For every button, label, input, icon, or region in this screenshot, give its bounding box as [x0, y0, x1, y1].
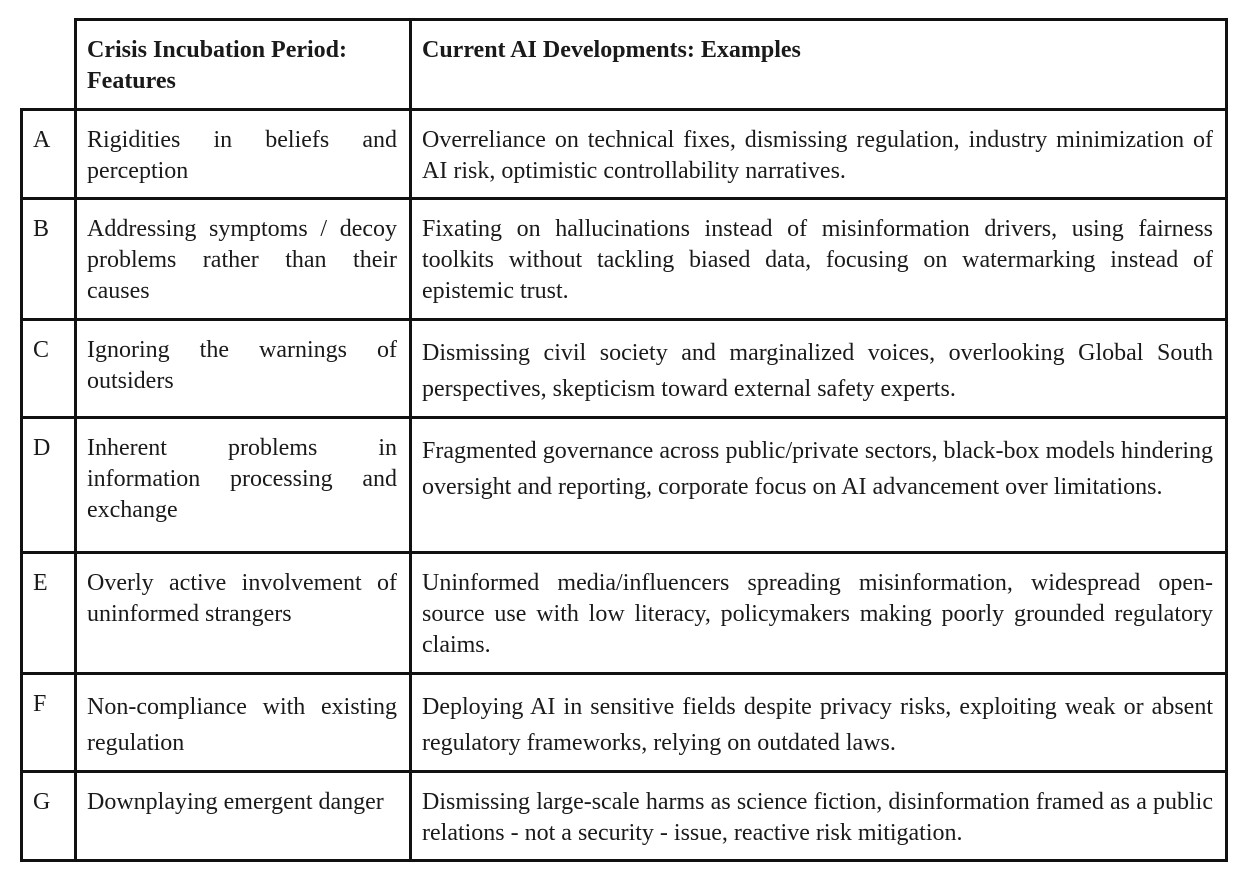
row-examples: Fragmented governance across public/private sectors, black-box models hindering oversight and reporting, corporate focus on AI advancement over limitations. [411, 418, 1227, 553]
table-row [22, 320, 1227, 418]
row-feature: Downplaying emergent danger [76, 772, 411, 861]
row-feature: Rigidities in beliefs and perception [76, 110, 411, 199]
table-row [22, 418, 1227, 553]
row-id: G [22, 772, 76, 861]
row-feature: Overly active involvement of uninformed strangers [76, 553, 411, 674]
row-examples: Deploying AI in sensitive fields despite privacy risks, exploiting weak or absent regulatory frameworks, relying on outdated laws. [411, 674, 1227, 772]
table-row [22, 553, 1227, 674]
table-row [22, 110, 1227, 199]
row-feature: Non-compliance with existing regulation [76, 674, 411, 772]
header-features: Crisis Incubation Period: Features [76, 20, 411, 110]
row-examples: Dismissing large-scale harms as science fiction, disinformation framed as a public relations - not a security - issue, reactive risk mitigation. [411, 772, 1227, 861]
row-examples: Fixating on hallucinations instead of misinformation drivers, using fairness toolkits without tackling biased data, focusing on watermarking instead of epistemic trust. [411, 199, 1227, 320]
row-id: D [22, 418, 76, 553]
row-examples: Overreliance on technical fixes, dismissing regulation, industry minimization of AI risk, optimistic controllability narratives. [411, 110, 1227, 199]
crisis-table [20, 18, 1228, 862]
row-feature: Addressing symptoms / decoy problems rather than their causes [76, 199, 411, 320]
table-row [22, 674, 1227, 772]
header-row [22, 20, 1227, 110]
row-id: A [22, 110, 76, 199]
row-feature: Ignoring the warnings of outsiders [76, 320, 411, 418]
header-corner [22, 20, 76, 110]
row-id: C [22, 320, 76, 418]
row-id: E [22, 553, 76, 674]
row-examples: Uninformed media/influencers spreading misinformation, widespread open-source use with low literacy, policymakers making poorly grounded regulatory claims. [411, 553, 1227, 674]
row-id: F [22, 674, 76, 772]
header-examples: Current AI Developments: Examples [411, 20, 1227, 110]
row-feature: Inherent problems in information processing and exchange [76, 418, 411, 553]
table-row [22, 199, 1227, 320]
row-examples: Dismissing civil society and marginalized voices, overlooking Global South perspectives, skepticism toward external safety experts. [411, 320, 1227, 418]
table-row [22, 772, 1227, 861]
row-id: B [22, 199, 76, 320]
